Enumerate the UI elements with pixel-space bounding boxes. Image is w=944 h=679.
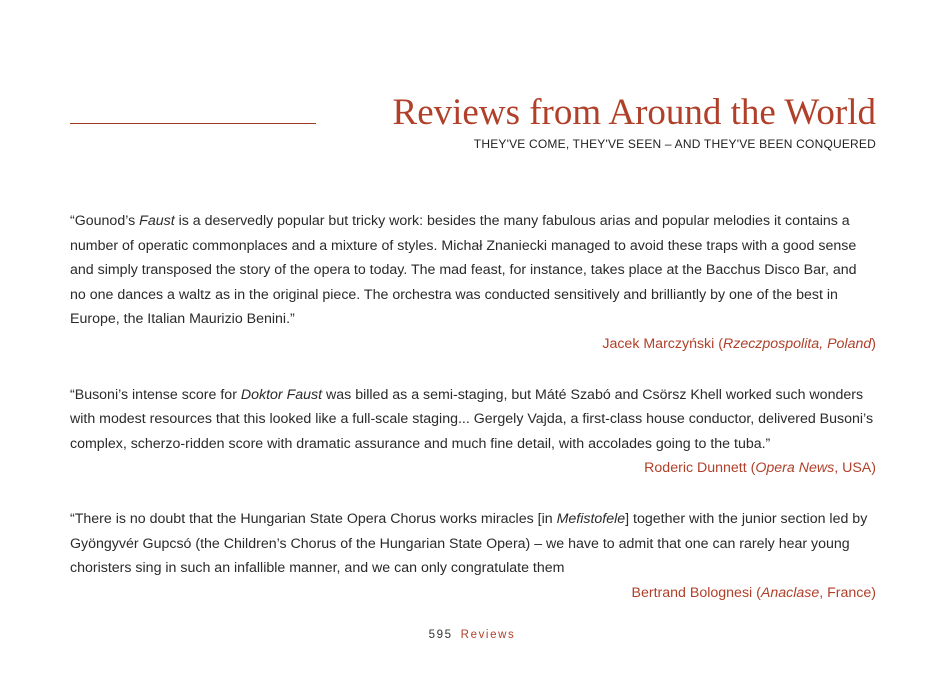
review-item (70, 209, 876, 357)
publication-name: Rzeczpospolita, Poland (722, 335, 872, 352)
quote-text: “Gounod’s (70, 213, 140, 229)
source-tail: , USA) (834, 460, 876, 477)
review-item (70, 507, 876, 605)
quote-text: ] together with the junior section led by Gyöngyvér Gupcsó (the Children’s Chorus of the Hungarian State Opera) – we have to admit that one can rarely hear young choristers sing in such an infallible manner, and we can only congratulate them (70, 510, 868, 577)
work-title: Mefistofele (556, 510, 626, 527)
reviewer-name: Jacek Marczyński ( (602, 335, 723, 352)
review-source (70, 581, 876, 606)
page-title: Reviews from Around the World (392, 92, 876, 133)
quote-text: “There is no doubt that the Hungarian State Opera Chorus works miracles [in (70, 510, 557, 527)
page-footer (0, 627, 944, 643)
review-quote (70, 209, 876, 332)
header-rule (70, 123, 316, 124)
page-subtitle: THEY'VE COME, THEY'VE SEEN – AND THEY'VE BEEN CONQUERED (473, 137, 876, 151)
review-source (70, 332, 876, 357)
review-quote (70, 383, 876, 457)
section-name: Reviews (460, 629, 516, 641)
review-item (70, 383, 876, 481)
quote-text: “Busoni’s intense score for (70, 386, 241, 403)
review-source (70, 456, 876, 481)
work-title: Doktor Faust (240, 386, 323, 403)
source-tail: , France) (819, 584, 876, 601)
page-number: 595 (428, 629, 453, 641)
quote-text: was billed as a semi-staging, but Máté Szabó and Csörsz Khell worked such wonders with modest resources that this looked like a full-scale staging... Gergely Vajda, a first-class house conductor, delivered Busoni’s complex, scherzo-ridden score with dramatic assurance and much fine detail, with accolades going to the tuba.” (70, 386, 874, 452)
source-tail: ) (871, 335, 876, 352)
publication-name: Anaclase (760, 584, 820, 601)
quote-text: is a deservedly popular but tricky work: besides the many fabulous arias and popular melodies it contains a number of operatic commonplaces and a mixture of styles. Michał Znaniecki managed to avoid these traps with a good sense and simply transposed the story of the opera to today. The mad feast, for instance, takes place at the Bacchus Disco Bar, and no one dances a waltz as in the original piece. The orchestra was conducted sensitively and brilliantly by one of the best in Europe, the Italian Maurizio Benini.” (70, 213, 857, 328)
reviews-list (70, 209, 876, 631)
page-header (70, 92, 876, 152)
work-title: Faust (139, 213, 175, 229)
reviewer-name: Roderic Dunnett ( (644, 460, 756, 477)
review-quote (70, 507, 876, 581)
publication-name: Opera News (755, 460, 835, 477)
reviewer-name: Bertrand Bolognesi ( (631, 584, 761, 601)
